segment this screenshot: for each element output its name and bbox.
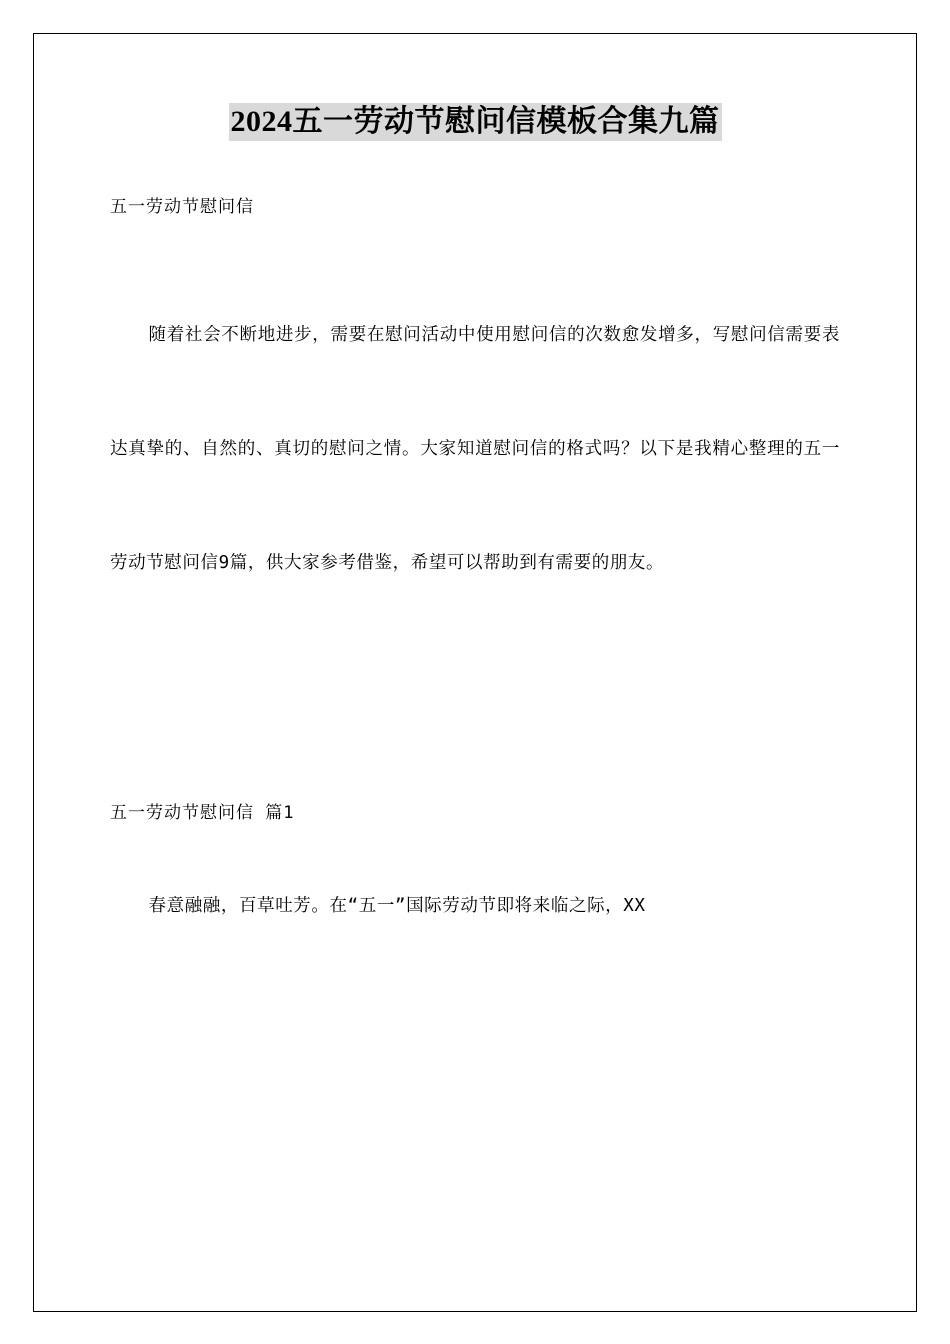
body-paragraph-1: 春意融融，百草吐芳。在“五一”国际劳动节即将来临之际，XX [148, 896, 646, 916]
document-content [110, 100, 840, 926]
page-title [110, 100, 840, 144]
section-heading-1: 五一劳动节慰问信 篇1 [110, 803, 295, 823]
intro-paragraph: 随着社会不断地进步，需要在慰问活动中使用慰问信的次数愈发增多，写慰问信需要表达真挚的、自然的、真切的慰问之情。大家知道慰问信的格式吗？以下是我精心整理的五一劳动节慰问信9篇，供大家参考借鉴，希望可以帮助到有需要的朋友。 [110, 325, 840, 573]
page-title-text: 2024五一劳动节慰问信模板合集九篇 [229, 103, 722, 141]
document-subtitle: 五一劳动节慰问信 [110, 197, 254, 217]
